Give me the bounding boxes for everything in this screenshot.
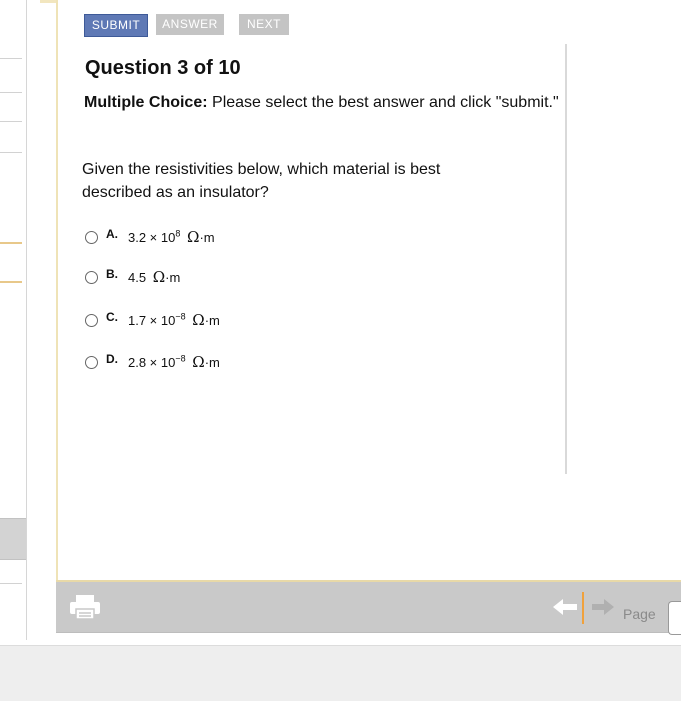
option-letter: D. <box>106 352 118 366</box>
radio-button[interactable] <box>85 271 98 284</box>
option-value <box>128 353 220 371</box>
radio-button[interactable] <box>85 231 98 244</box>
option-value <box>128 228 215 246</box>
left-sidebar <box>0 0 27 640</box>
option-exponent: 8 <box>175 228 181 239</box>
answer-button[interactable]: ANSWER <box>156 14 224 35</box>
sidebar-divider-accent <box>0 281 22 283</box>
option-mantissa: 4.5 <box>128 270 147 285</box>
unit-suffix: ·m <box>165 270 181 285</box>
unit-suffix: ·m <box>204 355 220 370</box>
ohm-symbol: Ω <box>192 311 205 329</box>
sidebar-divider <box>0 583 22 584</box>
content-scroll-divider[interactable] <box>565 44 567 474</box>
option-mantissa: 1.7 × 10 <box>128 313 176 328</box>
sidebar-divider <box>0 152 22 153</box>
option-exponent: −8 <box>175 311 186 322</box>
sidebar-divider <box>0 92 22 93</box>
instruction-type-label: Multiple Choice: <box>84 94 208 111</box>
radio-button[interactable] <box>85 314 98 327</box>
unit-suffix: ·m <box>199 230 215 245</box>
ohm-symbol: Ω <box>152 268 166 286</box>
window-bottom-area <box>0 645 681 701</box>
unit-suffix: ·m <box>204 313 220 328</box>
nav-separator <box>582 592 584 624</box>
answer-option-d[interactable] <box>85 351 220 373</box>
option-exponent: −8 <box>175 353 186 364</box>
sidebar-selected-item[interactable] <box>0 518 26 560</box>
question-title: Question 3 of 10 <box>85 57 241 79</box>
ohm-symbol: Ω <box>187 228 200 246</box>
next-button[interactable]: NEXT <box>239 14 289 35</box>
sidebar-divider-accent <box>0 242 22 244</box>
option-mantissa: 3.2 × 10 <box>128 230 176 245</box>
radio-button[interactable] <box>85 356 98 369</box>
option-letter: A. <box>106 227 118 241</box>
printer-icon[interactable] <box>69 594 101 620</box>
option-letter: C. <box>106 310 118 324</box>
option-mantissa: 2.8 × 10 <box>128 355 176 370</box>
arrow-right-icon[interactable] <box>592 598 614 616</box>
page-label: Page <box>623 606 656 622</box>
ohm-symbol: Ω <box>192 353 205 371</box>
sidebar-divider <box>0 58 22 59</box>
submit-button[interactable]: SUBMIT <box>84 14 148 37</box>
answer-option-b[interactable] <box>85 266 180 288</box>
answer-option-c[interactable] <box>85 309 220 331</box>
instruction-text: Please select the best answer and click "submit." <box>212 94 559 111</box>
answer-option-a[interactable] <box>85 226 215 248</box>
option-value <box>128 268 180 286</box>
question-prompt: Given the resistivities below, which material is best described as an insulator? <box>82 161 441 201</box>
question-panel <box>56 0 681 580</box>
question-instruction <box>84 91 564 114</box>
option-value <box>128 311 220 329</box>
bottom-navigation-bar <box>56 580 681 633</box>
arrow-left-icon[interactable] <box>553 598 577 616</box>
sidebar-divider <box>0 121 22 122</box>
option-letter: B. <box>106 267 118 281</box>
page-number-input[interactable] <box>668 601 681 635</box>
